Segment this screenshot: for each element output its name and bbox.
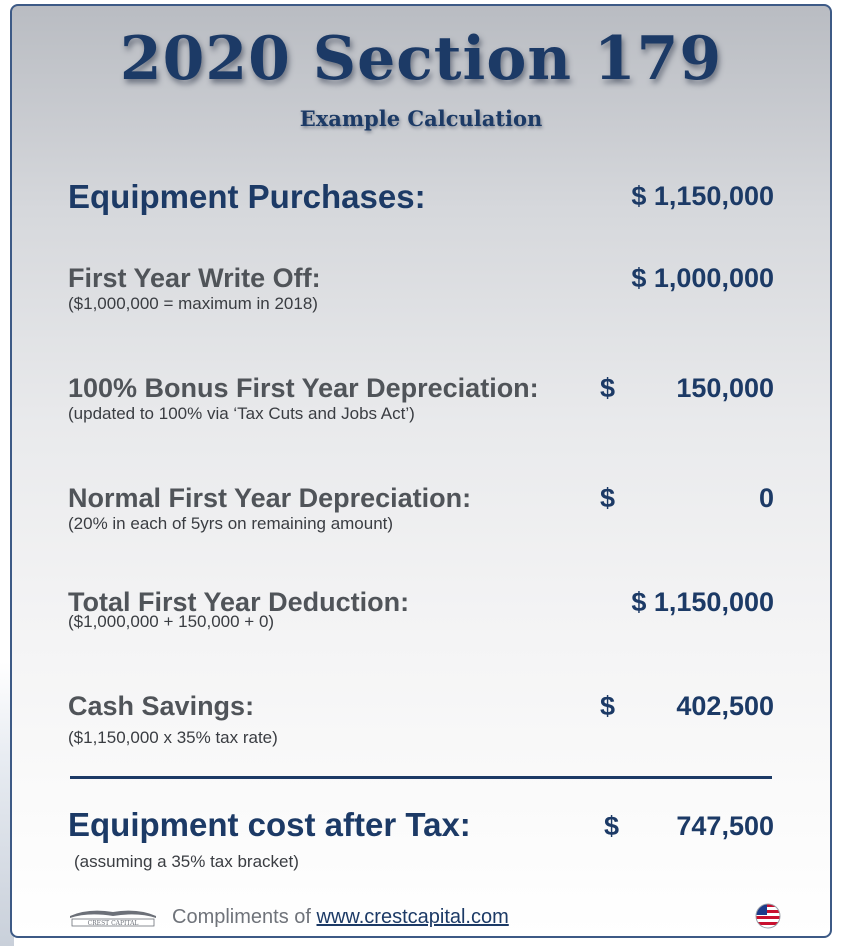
row-dollar-sign: $ <box>600 691 616 721</box>
row-amount: $ 1,000,000 <box>631 263 774 293</box>
row-label: Normal First Year Depreciation: <box>68 483 472 513</box>
row-equipment-purchases <box>68 178 774 222</box>
us-flag-icon[interactable] <box>754 902 782 930</box>
row-normal-depreciation <box>68 482 774 542</box>
row-label: Total First Year Deduction: <box>68 587 410 617</box>
row-note: (20% in each of 5yrs on remaining amount) <box>68 514 394 533</box>
result-dollar-sign: $ <box>604 811 620 841</box>
page-title: 2020 Section 179 <box>119 24 723 94</box>
row-amount: 150,000 <box>676 373 774 403</box>
result-label: Equipment cost after Tax: <box>68 806 471 843</box>
row-note: (updated to 100% via ‘Tax Cuts and Jobs Act’) <box>68 404 415 423</box>
crest-capital-logo <box>68 906 158 928</box>
row-label: Equipment Purchases: <box>68 178 426 215</box>
row-label: Cash Savings: <box>68 691 255 721</box>
row-dollar-sign: $ <box>600 483 616 513</box>
row-amount: $ 1,150,000 <box>631 181 774 211</box>
page-subtitle: Example Calculation <box>299 106 543 131</box>
row-amount: $ 1,150,000 <box>631 587 774 617</box>
result-note: (assuming a 35% tax bracket) <box>74 852 299 871</box>
calculation-card <box>10 4 832 938</box>
footer <box>68 902 788 932</box>
row-dollar-sign: $ <box>600 373 616 403</box>
result-divider <box>70 776 772 779</box>
row-label: 100% Bonus First Year Depreciation: <box>68 373 539 403</box>
row-amount: 0 <box>758 483 774 513</box>
row-note: ($1,000,000 = maximum in 2018) <box>68 294 318 313</box>
row-note: ($1,150,000 x 35% tax rate) <box>68 728 278 747</box>
crestcapital-link[interactable]: www.crestcapital.com <box>316 906 509 928</box>
row-first-year-write-off <box>68 262 774 322</box>
row-cash-savings <box>68 690 774 754</box>
row-total-deduction <box>68 586 774 642</box>
compliments-text <box>172 905 509 929</box>
row-label: First Year Write Off: <box>68 263 321 293</box>
row-cost-after-tax <box>68 806 774 876</box>
row-bonus-depreciation <box>68 372 774 432</box>
row-note: ($1,000,000 + 150,000 + 0) <box>68 612 275 631</box>
svg-text:CREST CAPITAL: CREST CAPITAL <box>87 920 139 927</box>
row-amount: 402,500 <box>676 691 774 721</box>
result-amount: 747,500 <box>676 811 774 841</box>
compliments-label: Compliments of <box>172 906 317 928</box>
